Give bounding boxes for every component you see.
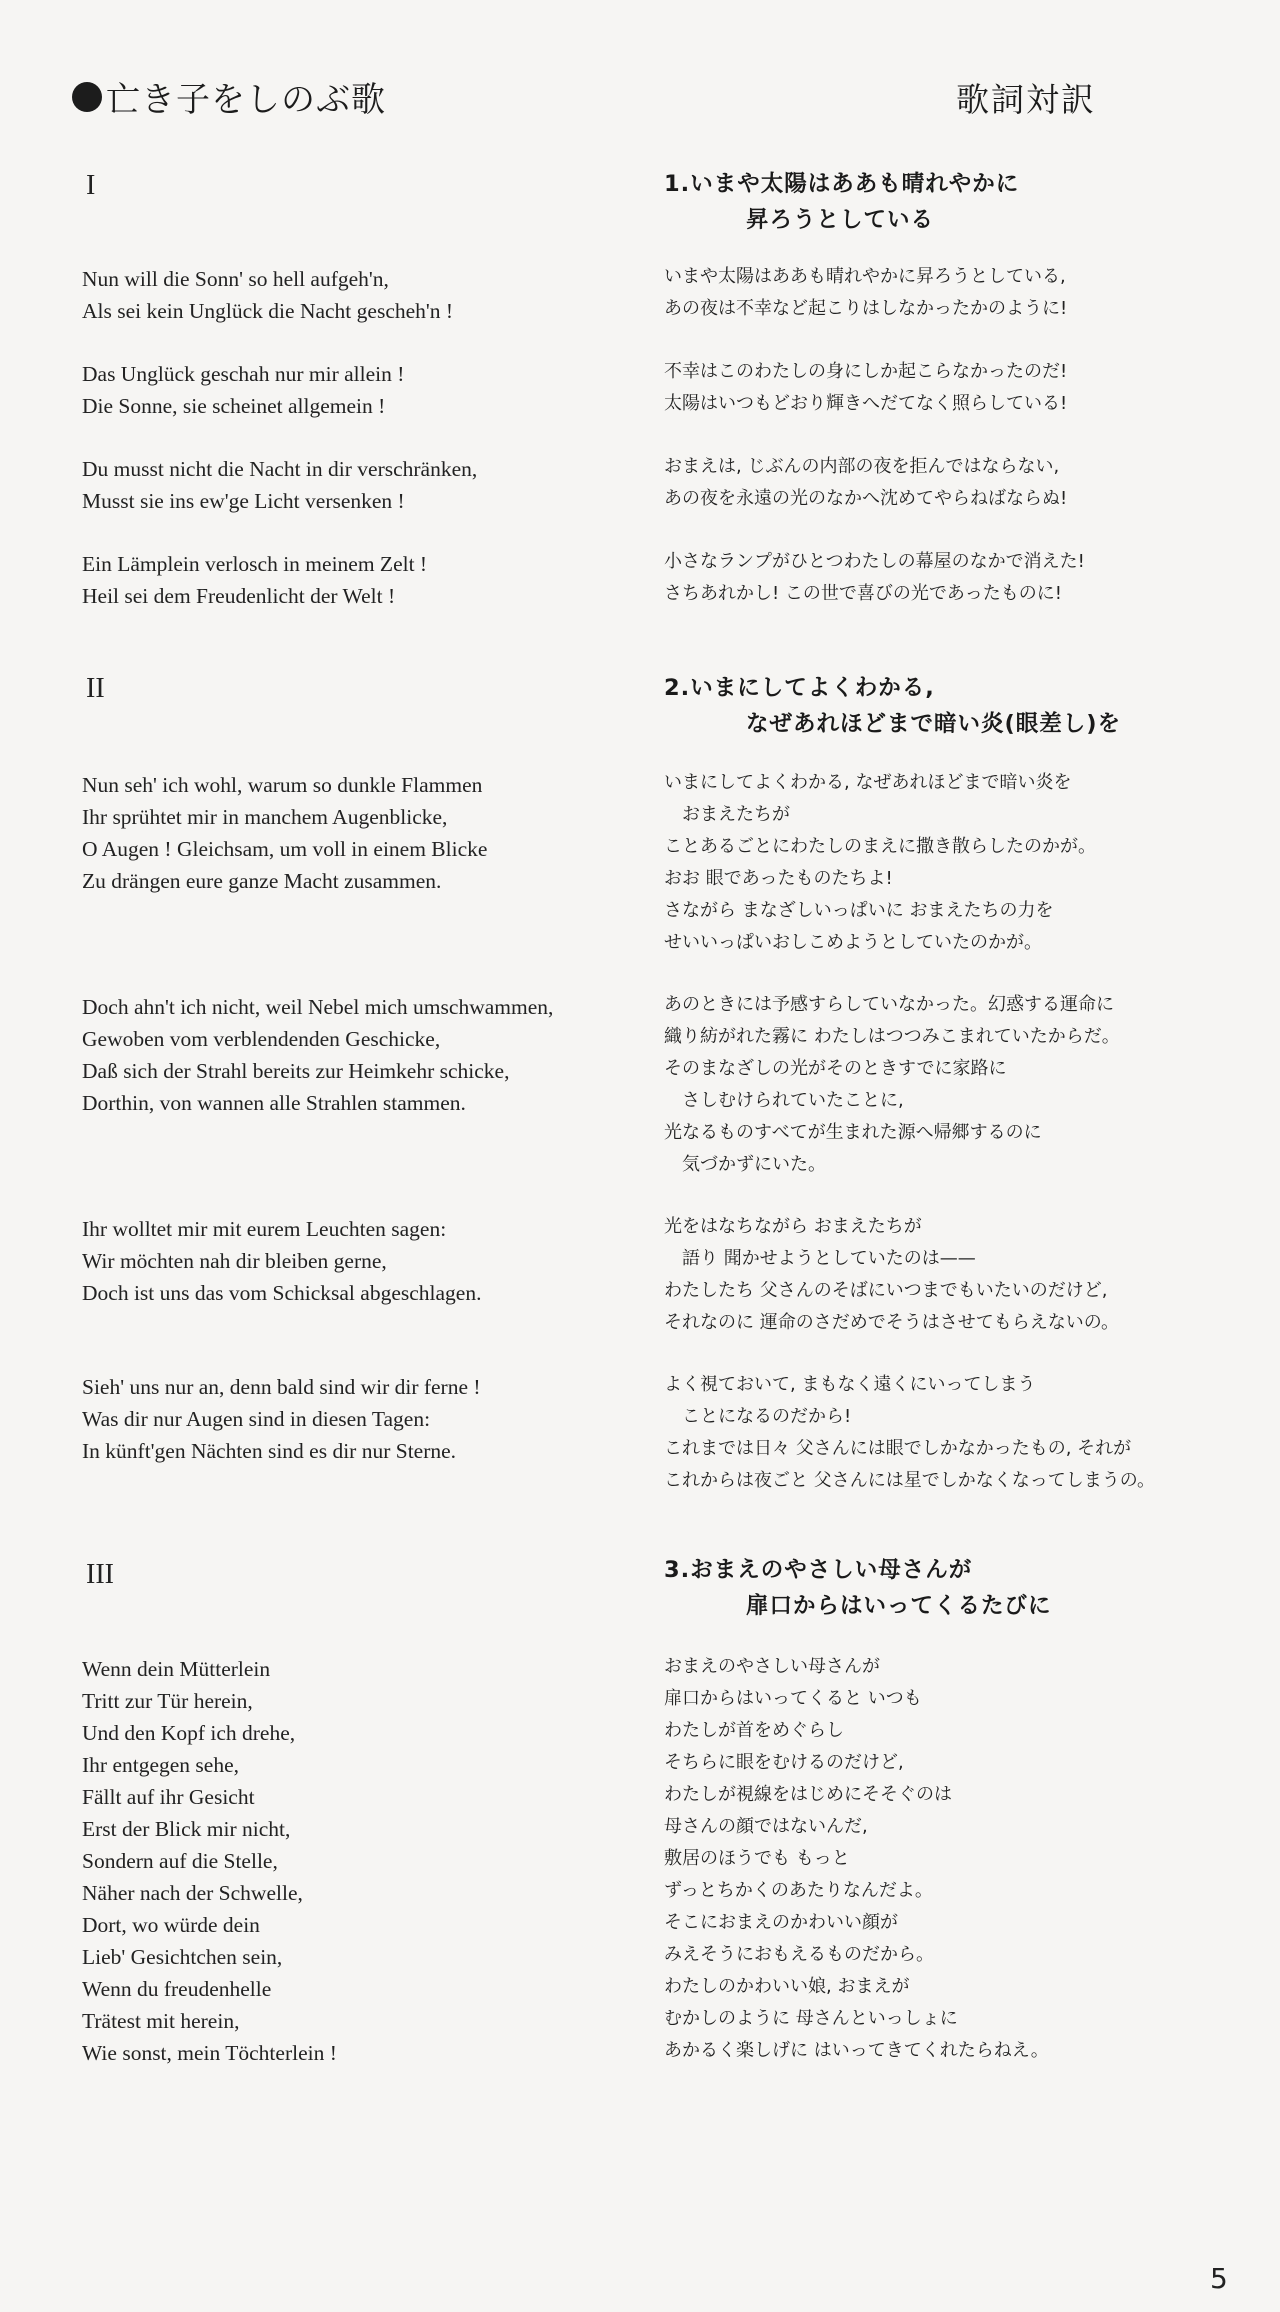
de-line: Zu drängen eure ganze Macht zusammen.	[82, 869, 442, 893]
ja-line: 語り 聞かせようとしていたのは——	[682, 1248, 976, 1269]
de-line: Als sei kein Unglück die Nacht gescheh'n !	[82, 299, 454, 323]
de-line: Sondern auf die Stelle,	[82, 1849, 278, 1873]
de-line: Nun seh' ich wohl, warum so dunkle Flammen	[82, 773, 483, 797]
ja-stanza	[664, 1369, 1155, 1497]
ja-stanza	[664, 451, 1067, 515]
de-line: Sieh' uns nur an, denn bald sind wir dir ferne !	[82, 1375, 481, 1399]
de-stanza	[82, 263, 453, 327]
ja-line: 扉口からはいってくると いつも	[664, 1688, 922, 1709]
lyrics-translation-label: 歌詞対訳	[956, 80, 1096, 119]
ja-line: 不幸はこのわたしの身にしか起こらなかったのだ!	[664, 361, 1068, 382]
ja-line: 光なるものすべてが生まれた源へ帰郷するのに	[664, 1122, 1042, 1143]
de-stanza	[82, 453, 477, 517]
de-stanza	[82, 769, 487, 897]
ja-line: みえそうにおもえるものだから。	[664, 1944, 934, 1965]
ja-line: あのときには予感すらしていなかった。幻惑する運命に	[664, 994, 1114, 1015]
ja-line: 太陽はいつもどおり輝きへだてなく照らしている!	[664, 393, 1068, 414]
ja-stanza	[664, 1651, 1049, 2067]
page-title	[72, 72, 386, 121]
ja-line: ずっとちかくのあたりなんだよ。	[664, 1880, 933, 1901]
de-line: In künft'gen Nächten sind es dir nur Sterne.	[82, 1439, 457, 1463]
heading-line: 1.いまや太陽はああも晴れやかに	[664, 171, 1020, 197]
ja-line: あの夜は不幸など起こりはしなかったかのように!	[664, 298, 1068, 319]
ja-line: さながら まなざしいっぱいに おまえたちの力を	[664, 900, 1054, 921]
section-numeral-3: III	[86, 1559, 114, 1590]
ja-line: さちあれかし! この世で喜びの光であったものに!	[664, 583, 1062, 604]
de-line: Was dir nur Augen sind in diesen Tagen:	[82, 1407, 431, 1431]
ja-stanza	[664, 261, 1067, 325]
ja-line: せいいっぱいおしこめようとしていたのかが。	[664, 932, 1042, 953]
heading-line: 昇ろうとしている	[746, 207, 935, 233]
heading-line: 扉口からはいってくるたびに	[746, 1593, 1052, 1619]
ja-line: おまえは, じぶんの内部の夜を拒んではならない,	[664, 456, 1060, 477]
de-line: Ihr entgegen sehe,	[82, 1753, 239, 1777]
ja-line: わたしが首をめぐらし	[664, 1720, 844, 1741]
de-line: Ein Lämplein verlosch in meinem Zelt !	[82, 552, 428, 576]
ja-line: むかしのように 母さんといっしょに	[664, 2008, 958, 2029]
de-line: Doch ist uns das vom Schicksal abgeschlagen.	[82, 1281, 482, 1305]
de-line: Heil sei dem Freudenlicht der Welt !	[82, 584, 396, 608]
ja-line: そのまなざしの光がそのときすでに家路に	[664, 1058, 1007, 1079]
page-title-text: 亡き子をしのぶ歌	[106, 80, 386, 120]
de-line: Du musst nicht die Nacht in dir verschränken,	[82, 457, 478, 481]
de-line: Lieb' Gesichtchen sein,	[82, 1945, 283, 1969]
heading-line: なぜあれほどまで暗い炎(眼差し)を	[746, 711, 1122, 737]
de-line: Daß sich der Strahl bereits zur Heimkehr schicke,	[82, 1059, 510, 1083]
ja-line: 母さんの顔ではないんだ,	[664, 1816, 868, 1837]
ja-stanza	[664, 1211, 1119, 1339]
de-line: Die Sonne, sie scheinet allgemein !	[82, 394, 386, 418]
ja-line: いまにしてよくわかる, なぜあれほどまで暗い炎を	[664, 772, 1072, 793]
de-line: Dort, wo würde dein	[82, 1913, 260, 1937]
de-line: Wenn dein Mütterlein	[82, 1657, 271, 1681]
ja-stanza	[664, 356, 1067, 420]
ja-line: それなのに 運命のさだめでそうはさせてもらえないの。	[664, 1312, 1119, 1333]
de-line: Dorthin, von wannen alle Strahlen stammen.	[82, 1091, 466, 1115]
ja-stanza	[664, 989, 1120, 1181]
de-line: Nun will die Sonn' so hell aufgeh'n,	[82, 267, 389, 291]
ja-stanza	[664, 767, 1096, 959]
de-stanza	[82, 1213, 481, 1309]
ja-line: 敷居のほうでも もっと	[664, 1848, 850, 1869]
de-line: Das Unglück geschah nur mir allein !	[82, 362, 405, 386]
ja-line: これからは夜ごと 父さんには星でしかなくなってしまうの。	[664, 1470, 1155, 1491]
ja-line: わたしが視線をはじめにそそぐのは	[664, 1784, 952, 1805]
ja-line: 織り紡がれた霧に わたしはつつみこまれていたからだ。	[664, 1026, 1120, 1047]
de-line: Näher nach der Schwelle,	[82, 1881, 303, 1905]
de-line: O Augen ! Gleichsam, um voll in einem Blicke	[82, 837, 488, 861]
section-heading-3	[664, 1552, 1052, 1624]
ja-line: おまえたちが	[682, 804, 790, 825]
de-line: Und den Kopf ich drehe,	[82, 1721, 296, 1745]
bullet-icon	[72, 82, 102, 112]
de-stanza	[82, 1371, 481, 1467]
ja-line: あの夜を永遠の光のなかへ沈めてやらねばならぬ!	[664, 488, 1068, 509]
heading-line: 2.いまにしてよくわかる,	[664, 675, 935, 701]
section-heading-2	[664, 670, 1121, 742]
ja-line: そこにおまえのかわいい顔が	[664, 1912, 898, 1933]
de-line: Wenn du freudenhelle	[82, 1977, 272, 2001]
de-line: Ihr wolltet mir mit eurem Leuchten sagen:	[82, 1217, 447, 1241]
ja-line: ことあるごとにわたしのまえに撒き散らしたのかが。	[664, 836, 1096, 857]
section-numeral-2: II	[86, 673, 105, 704]
de-line: Erst der Blick mir nicht,	[82, 1817, 291, 1841]
de-line: Tritt zur Tür herein,	[82, 1689, 253, 1713]
de-stanza	[82, 548, 427, 612]
ja-line: いまや太陽はああも晴れやかに昇ろうとしている,	[664, 266, 1066, 287]
ja-line: さしむけられていたことに,	[682, 1090, 904, 1111]
section-numeral-1: I	[86, 170, 96, 201]
page-number: 5	[1210, 2262, 1228, 2295]
de-line: Musst sie ins ew'ge Licht versenken !	[82, 489, 405, 513]
ja-line: あかるく楽しげに はいってきてくれたらねえ。	[664, 2040, 1049, 2061]
de-line: Trätest mit herein,	[82, 2009, 240, 2033]
de-stanza	[82, 991, 553, 1119]
section-heading-1	[664, 166, 1019, 238]
ja-line: よく視ておいて, まもなく遠くにいってしまう	[664, 1374, 1036, 1395]
de-line: Doch ahn't ich nicht, weil Nebel mich umschwammen,	[82, 995, 554, 1019]
de-line: Fällt auf ihr Gesicht	[82, 1785, 255, 1809]
de-stanza	[82, 1653, 337, 2069]
ja-line: わたしのかわいい娘, おまえが	[664, 1976, 910, 1997]
de-line: Ihr sprühtet mir in manchem Augenblicke,	[82, 805, 448, 829]
heading-line: 3.おまえのやさしい母さんが	[664, 1557, 973, 1583]
ja-line: 小さなランプがひとつわたしの幕屋のなかで消えた!	[664, 551, 1085, 572]
de-stanza	[82, 358, 404, 422]
ja-line: 光をはなちながら おまえたちが	[664, 1216, 922, 1237]
ja-line: そちらに眼をむけるのだけど,	[664, 1752, 904, 1773]
ja-line: おまえのやさしい母さんが	[664, 1656, 880, 1677]
ja-line: これまでは日々 父さんには眼でしかなかったもの, それが	[664, 1438, 1132, 1459]
ja-line: ことになるのだから!	[682, 1406, 852, 1427]
ja-line: 気づかずにいた。	[682, 1154, 826, 1175]
ja-line: わたしたち 父さんのそばにいつまでもいたいのだけど,	[664, 1280, 1108, 1301]
ja-line: おお 眼であったものたちよ!	[664, 868, 893, 889]
de-line: Gewoben vom verblendenden Geschicke,	[82, 1027, 441, 1051]
de-line: Wie sonst, mein Töchterlein !	[82, 2041, 337, 2065]
ja-stanza	[664, 546, 1085, 610]
de-line: Wir möchten nah dir bleiben gerne,	[82, 1249, 387, 1273]
